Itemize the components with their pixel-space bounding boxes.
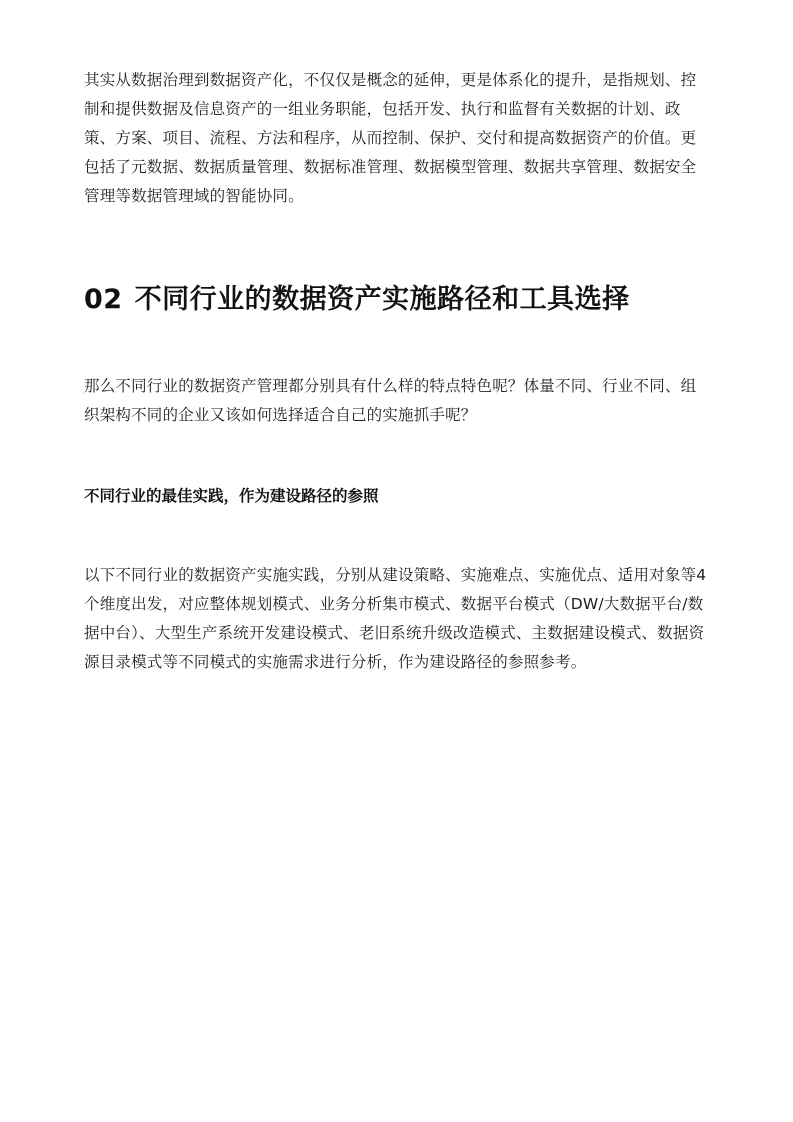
subheading: 不同行业的最佳实践，作为建设路径的参照 <box>84 487 379 505</box>
section-heading <box>84 280 630 320</box>
section-number: 02 <box>84 284 123 315</box>
section-title: 不同行业的数据资产实施路径和工具选择 <box>134 284 630 315</box>
intro-paragraph: 其实从数据治理到数据资产化，不仅仅是概念的延伸，更是体系化的提升，是指规划、控制和提供数据及信息资产的一组业务职能，包括开发、执行和监督有关数据的计划、政策、方案、项目、流程、方法和程序，从而控制、保护、交付和提高数据资产的价值。更包括了元数据、数据质量管理、数据标准管理、数据模型管理、数据共享管理、数据安全管理等数据管理域的智能协同。 <box>84 71 697 205</box>
question-paragraph: 那么不同行业的数据资产管理都分别具有什么样的特点特色呢？体量不同、行业不同、组织架构不同的企业又该如何选择适合自己的实施抓手呢？ <box>84 377 697 424</box>
practice-paragraph: 以下不同行业的数据资产实施实践，分别从建设策略、实施难点、实施优点、适用对象等4个维度出发，对应整体规划模式、业务分析集市模式、数据平台模式（DW/大数据平台/数据中台）、大型生产系统开发建设模式、老旧系统升级改造模式、主数据建设模式、数据资源目录模式等不同模式的实施需求进行分析，作为建设路径的参照参考。 <box>84 566 707 671</box>
